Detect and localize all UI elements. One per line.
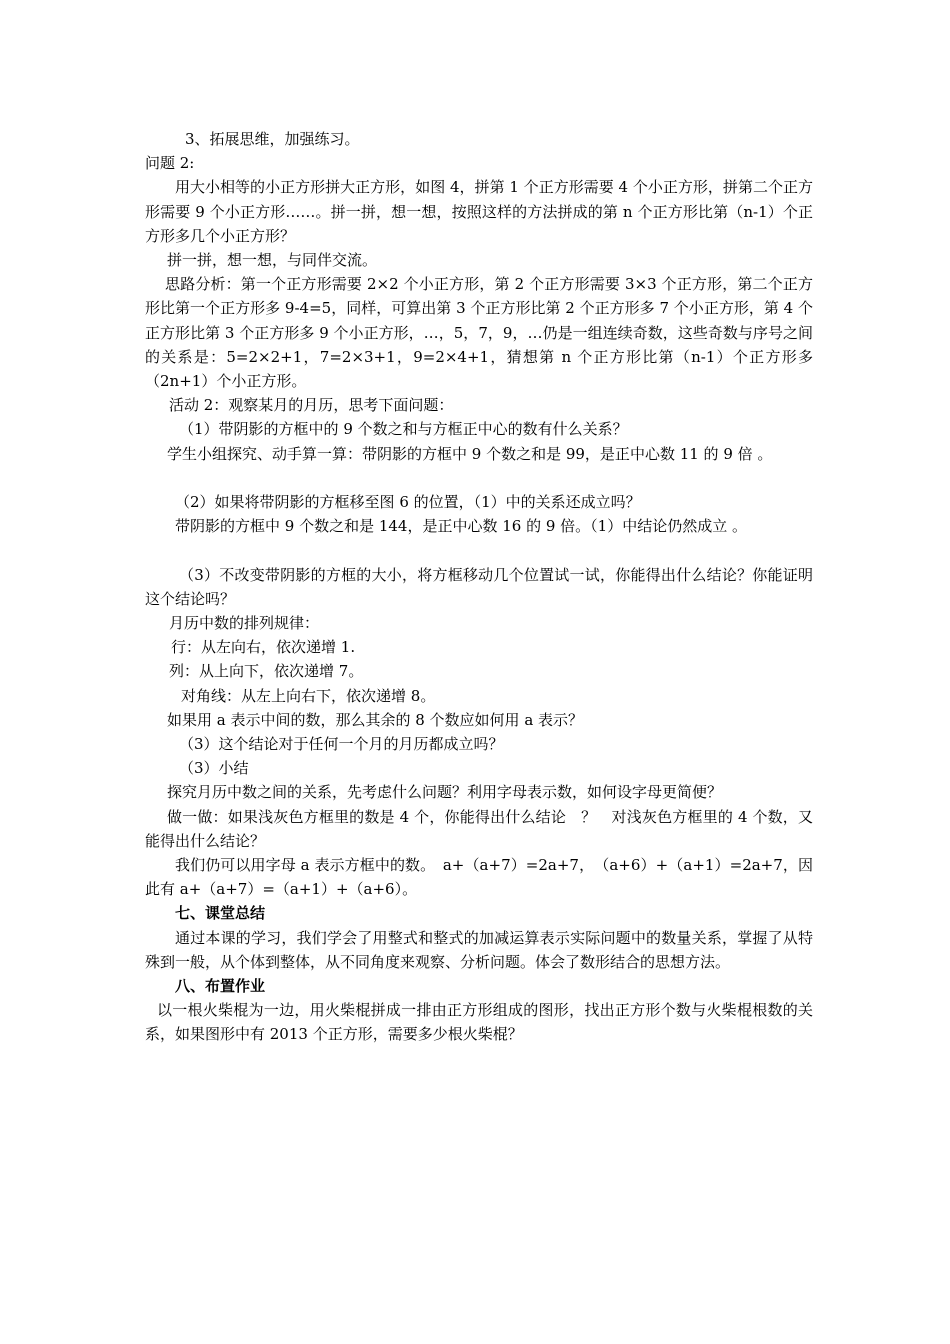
calendar-rules-heading: 月历中数的排列规律： <box>169 614 320 633</box>
lesson-summary-text: 通过本课的学习，我们学会了用整式和整式的加减运算表示实际问题中的数量关系，掌握了从特殊到一般，从个体到整体，从不同角度来观察、分析问题。体会了数形结合的思想方法。 <box>145 928 813 971</box>
calendar-rule-diagonal: 对角线：从左上向右下，依次递增 8。 <box>181 686 436 705</box>
section-heading-expand-thinking: 3、拓展思维，加强练习。 <box>185 130 360 148</box>
document-page <box>145 127 813 1047</box>
summary-label: （3）小结 <box>179 759 249 778</box>
activity-2-intro: 活动 2：观察某月的月历，思考下面问题： <box>169 396 454 415</box>
activity-2-question-3b: （3）这个结论对于任何一个月的月历都成立吗？ <box>179 735 504 754</box>
calendar-rule-column: 列：从上向下，依次递增 7。 <box>169 662 364 681</box>
section-heading-homework: 八、布置作业 <box>175 977 266 996</box>
activity-2-question-3: （3）不改变带阴影的方框的大小，将方框移动几个位置试一试，你能得出什么结论？你能证明这个结论吗？ <box>145 565 813 608</box>
blank-line <box>145 538 813 562</box>
activity-2-question-1: （1）带阴影的方框中的 9 个数之和与方框正中心的数有什么关系？ <box>179 420 628 439</box>
summary-question: 探究月历中数之间的关系，先考虑什么问题？利用字母表示数，如何设字母更简便？ <box>167 783 723 802</box>
activity-2-question-2: （2）如果将带阴影的方框移至图 6 的位置，（1）中的关系还成立吗？ <box>175 493 641 512</box>
problem-2-label: 问题 2: <box>145 154 195 173</box>
problem-2-activity: 拼一拼，想一想，与同伴交流。 <box>167 251 378 270</box>
blank-line <box>145 466 813 490</box>
calendar-rule-row: 行：从左向右，依次递增 1. <box>171 638 356 657</box>
try-it-question: 做一做：如果浅灰色方框里的数是 4 个，你能得出什么结论 ？ 对浅灰色方框里的 4 个数，又能得出什么结论？ <box>145 807 813 850</box>
calendar-use-a: 如果用 a 表示中间的数，那么其余的 8 个数应如何用 a 表示？ <box>167 710 584 729</box>
problem-2-analysis: 思路分析：第一个正方形需要 2×2 个小正方形，第 2 个正方形需要 3×3 个正方形，第二个正方形比第一个正方形多 9-4=5，同样，可算出第 3 个正方形比第 2 个正方形多 7 个小正方形，第 4 个正方形比第 3 个正方形多 9 个小正方形，…，5，7，9，…仍是一组连续奇数，这些奇数与序号之间的关系是：5=2×2+1，7=2×3+1，9=2×4+1，猜想第 n 个正方形比第（n-1）个正方形多（2n+1）个小正方形。 <box>145 275 813 391</box>
activity-2-answer-2: 带阴影的方框中 9 个数之和是 144，是正中心数 16 的 9 倍。（1）中结论仍然成立 。 <box>175 517 747 536</box>
section-heading-lesson-summary: 七、课堂总结 <box>175 904 266 923</box>
activity-2-answer-1: 学生小组探究、动手算一算：带阴影的方框中 9 个数之和是 99，是正中心数 11 的 9 倍 。 <box>167 444 773 463</box>
letter-representation: 我们仍可以用字母 a 表示方框中的数。 a+（a+7）=2a+7， （a+6）+（a+1）=2a+7，因此有 a+（a+7）=（a+1）+（a+6）。 <box>145 856 813 899</box>
problem-2-statement: 用大小相等的小正方形拼大正方形，如图 4，拼第 1 个正方形需要 4 个小正方形，拼第二个正方形需要 9 个小正方形……。拼一拼，想一想，按照这样的方法拼成的第 n 个正方形比第（n-1）个正方形多几个小正方形？ <box>145 178 813 245</box>
homework-text: 以一根火柴棍为一边，用火柴棍拼成一排由正方形组成的图形，找出正方形个数与火柴棍根数的关系，如果图形中有 2013 个正方形，需要多少根火柴棍？ <box>145 1001 813 1044</box>
